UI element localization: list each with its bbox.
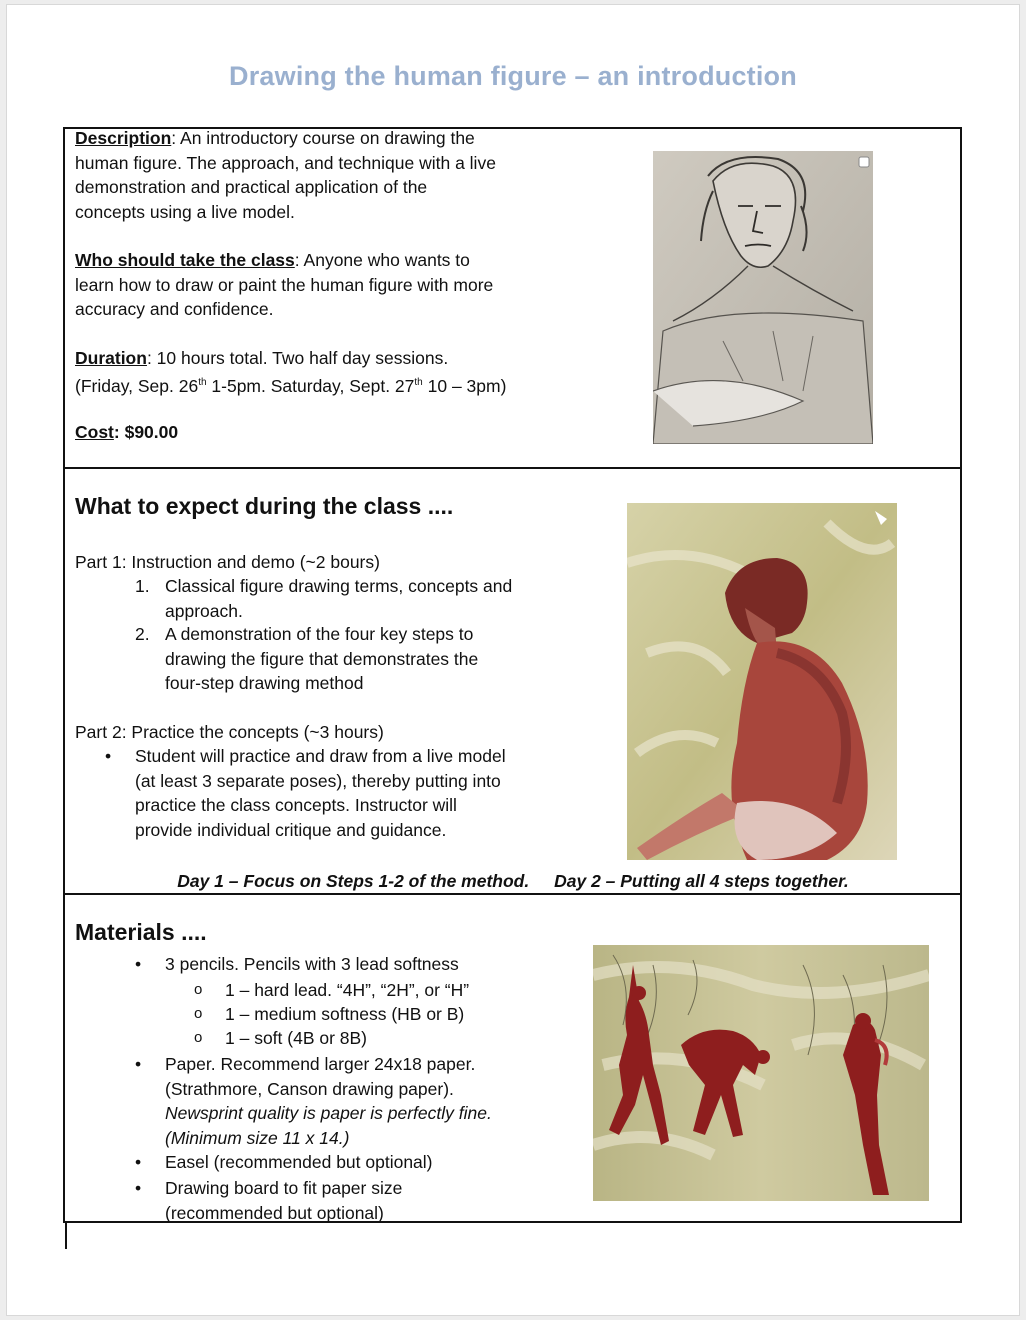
- cost-value: $90.00: [124, 422, 179, 442]
- cost-label: Cost: [75, 422, 114, 442]
- row-divider-2: [63, 893, 962, 895]
- description-line: demonstration and practical application of the: [75, 177, 428, 197]
- list-item: • 3 pencils. Pencils with 3 lead softness: [165, 952, 565, 977]
- document-page: [6, 4, 1020, 1316]
- circle-bullet-icon: o: [194, 1029, 203, 1046]
- duration-block: [75, 346, 615, 398]
- section-heading-expect: What to expect during the class ....: [75, 493, 454, 519]
- list-item: • Drawing board to fit paper size (recommended but optional): [135, 1178, 403, 1223]
- schedule-line: (Friday, Sep. 26th 1-5pm. Saturday, Sept. 27th 10 – 3pm): [75, 375, 507, 396]
- description-line: concepts using a live model.: [75, 201, 295, 222]
- row-divider-1: [63, 467, 962, 469]
- who-line: accuracy and confidence.: [75, 299, 274, 319]
- figure-studies-painting: [593, 945, 929, 1201]
- who-line: learn how to draw or paint the human figure with more: [75, 274, 494, 295]
- section-heading-materials: Materials ....: [75, 919, 207, 945]
- description-line: human figure. The approach, and technique with a live: [75, 152, 496, 173]
- sub-list-item: o 1 – hard lead. “4H”, “2H”, or “H”: [225, 978, 545, 1003]
- description-label: Description: [75, 128, 172, 148]
- list-item: 1. Classical figure drawing terms, concepts and approach.: [135, 576, 513, 621]
- part2-line: Part 2: Practice the concepts (~3 hours): [75, 722, 384, 742]
- circle-bullet-icon: o: [194, 1005, 203, 1022]
- bullet-icon: •: [135, 1054, 142, 1074]
- cost-line: Cost: $90.00: [75, 422, 179, 442]
- part1-line: Part 1: Instruction and demo (~2 bours): [75, 552, 380, 572]
- seated-figure-painting: [627, 503, 897, 860]
- day1-text: Day 1 – Focus on Steps 1-2 of the method.: [177, 871, 530, 891]
- duration-label: Duration: [75, 348, 147, 368]
- who-label: Who should take the class: [75, 250, 295, 270]
- sub-list-item: o 1 – soft (4B or 8B): [225, 1026, 545, 1051]
- pencil-sketch-image: [653, 151, 873, 444]
- circle-bullet-icon: o: [194, 981, 203, 998]
- bullet-icon: •: [135, 1152, 142, 1172]
- description-text: : An introductory course on drawing the: [171, 128, 475, 148]
- list-item: • Student will practice and draw from a live model (at least 3 separate poses), thereby putting into practice the class concepts. Instructor will provide individual critique and guidance.: [105, 746, 506, 840]
- bullet-icon: •: [135, 1178, 142, 1198]
- who-block: [75, 248, 595, 322]
- text-cursor: [65, 1223, 67, 1249]
- bullet-icon: •: [105, 746, 112, 766]
- duration-text: : 10 hours total. Two half day sessions.: [146, 348, 449, 368]
- list-item: • Easel (recommended but optional): [165, 1150, 565, 1175]
- list-item: 2. A demonstration of the four key steps to drawing the figure that demonstrates the four-step drawing method: [135, 624, 479, 693]
- day2-text: Day 2 – Putting all 4 steps together.: [554, 871, 849, 891]
- page-title: Drawing the human figure – an introduction: [229, 61, 797, 91]
- description-block: [75, 126, 595, 224]
- who-text: : Anyone who wants to: [294, 250, 470, 270]
- bullet-icon: •: [135, 954, 142, 974]
- sub-list-item: o 1 – medium softness (HB or B): [225, 1002, 545, 1027]
- day-summary: [7, 871, 1019, 892]
- list-item: • Paper. Recommend larger 24x18 paper. (Strathmore, Canson drawing paper). Newsprint quality is paper is perfectly fine. (Minimum size 11 x 14.): [135, 1054, 492, 1148]
